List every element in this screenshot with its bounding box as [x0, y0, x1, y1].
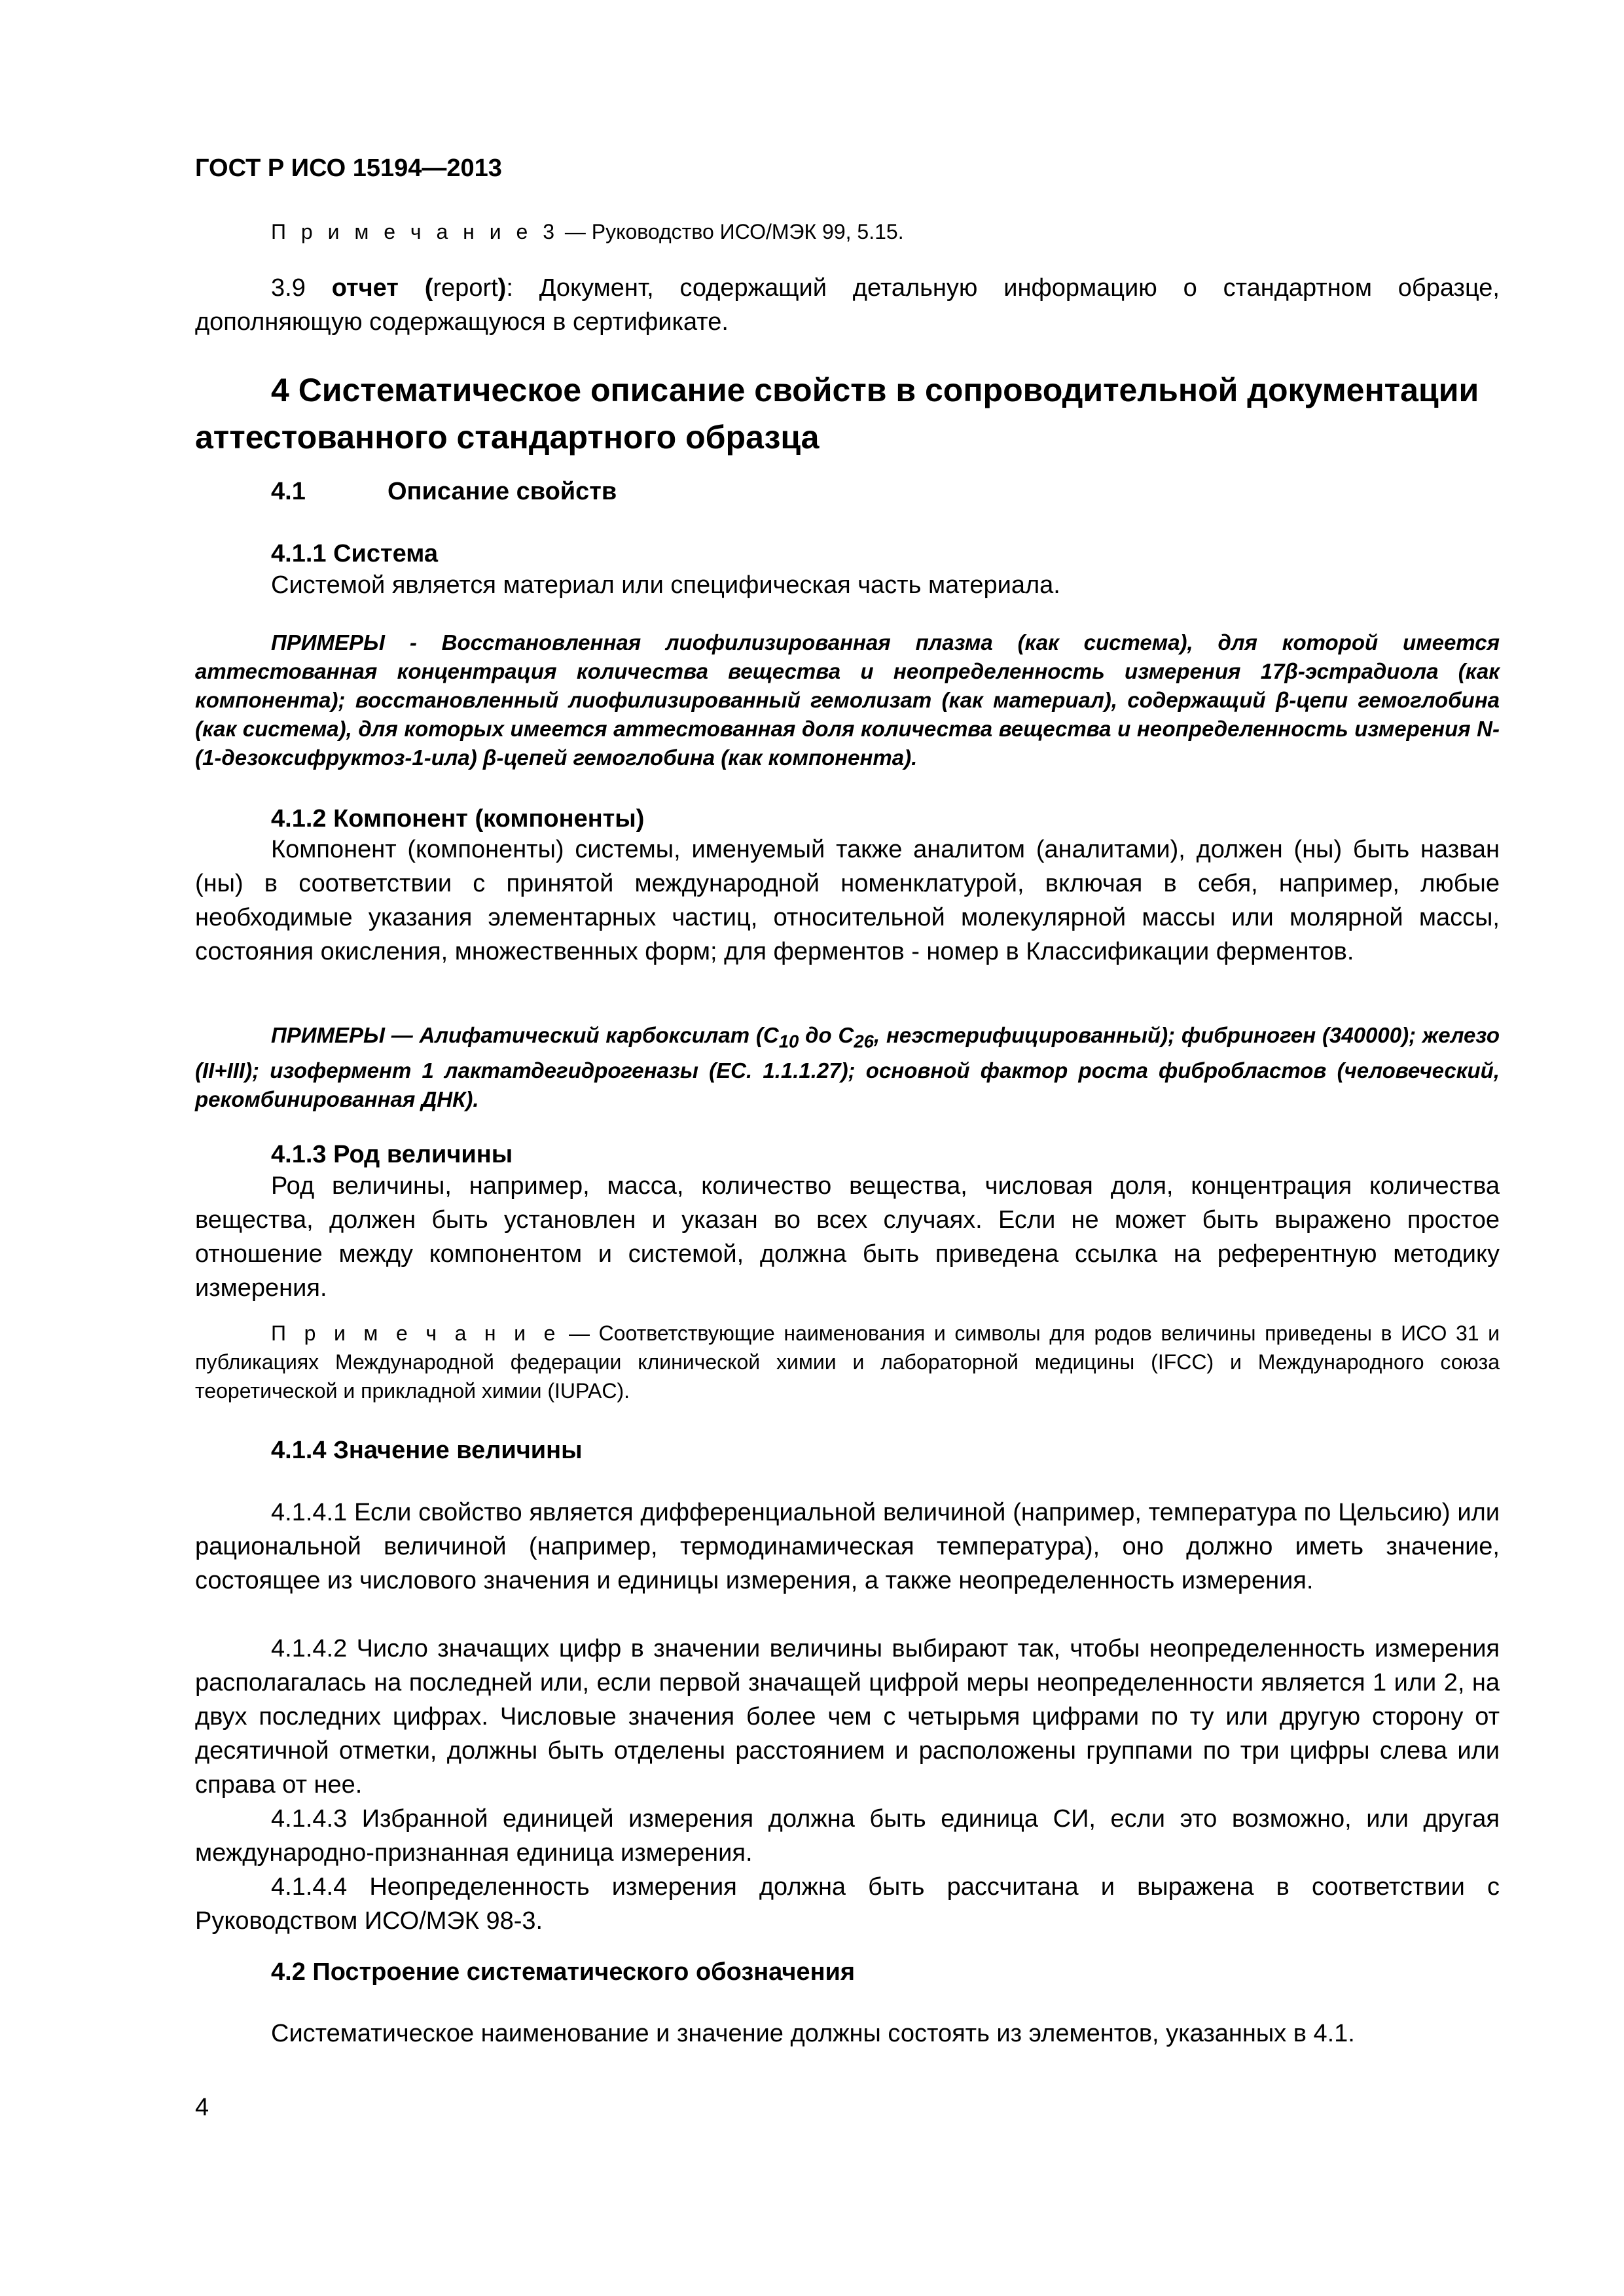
- section-4-1-2-text: Компонент (компоненты) системы, именуемый также аналитом (аналитами), должен (ны) быть назван (ны) в соответствии с принятой международной номенклатурой, включая в себя, например, любые необходимые указания элементарных частиц, относительной молекулярной массы или молярной массы, состояния окисления, множественных форм; для ферментов - номер в Классификации ферментов.: [195, 836, 1500, 965]
- section-4-1-heading: [195, 475, 1576, 509]
- subscript-26: 26: [854, 1031, 874, 1052]
- section-4-1-2-heading: 4.1.2 Компонент (компоненты): [271, 805, 645, 833]
- document-header: ГОСТ Р ИСО 15194—2013: [195, 154, 502, 182]
- section-4-1-1-text: Системой является материал или специфическая часть материала.: [271, 571, 1060, 599]
- section-number: 4.1: [271, 478, 306, 505]
- page-number: 4: [195, 2094, 209, 2121]
- definition-term: отчет: [331, 274, 399, 302]
- note-3: [195, 217, 1500, 246]
- section-4-1-1-heading: 4.1.1 Система: [271, 540, 438, 567]
- definition-number: 3.9: [271, 274, 332, 302]
- section-4-title: 4 Систематическое описание свойств в сопроводительной документации аттестованного стандартного образца: [195, 372, 1479, 456]
- note-text: — Соответствующие наименования и символы для родов величины приведены в ИСО 31 и публикациях Международной федерации клинической химии и лабораторной медицины (IFCC) и Международного союза теоретической и прикладной химии (IUPAC).: [195, 1321, 1500, 1403]
- section-4-1-2-examples: [195, 1021, 1500, 1114]
- definition-3-9: [195, 271, 1500, 339]
- section-title: Описание свойств: [388, 478, 617, 505]
- paragraph-4-1-4-2: 4.1.4.2 Число значащих цифр в значении величины выбирают так, чтобы неопределенность измерения располагалась на последней или, если первой значащей цифрой меры неопределенности является 1 или 2, на двух последних цифрах. Числовые значения более чем с четырьмя цифрами по ту или другую сторону от десятичной отметки, должны быть отделены расстоянием и расположены группами по три цифры слева или справа от нее.: [195, 1635, 1500, 1799]
- example-part-c: , неэстерифицированный); фибриноген (340000); железо (II+III); изофермент 1 лактатдегидрогеназы (EC. 1.1.1.27); основной фактор роста фибробластов (человеческий, рекомбинированная ДНК).: [195, 1023, 1500, 1111]
- definition-text: : Документ, содержащий детальную информацию о стандартном образце, дополняющую содержащуюся в сертификате.: [195, 274, 1500, 336]
- definition-english-term: report: [433, 274, 498, 302]
- section-4-1-3-heading: 4.1.3 Род величины: [271, 1141, 513, 1168]
- section-4-2-heading: 4.2 Построение систематического обозначения: [271, 1958, 856, 1986]
- note-text: — Руководство ИСО/МЭК 99, 5.15.: [558, 220, 904, 243]
- example-part-b: до C: [799, 1023, 854, 1047]
- section-4-1-1-examples: ПРИМЕРЫ - Восстановленная лиофилизированная плазма (как система), для которой имеется аттестованная концентрация количества вещества и неопределенность измерения 17β-эстрадиола (как компонента); восстановленный лиофилизированный гемолизат (как материал), содержащий β-цепи гемоглобина (как система), для которых имеется аттестованная доля количества вещества и неопределенность измерения N-(1-дезоксифруктоз-1-ила) β-цепей гемоглобина (как компонента).: [195, 630, 1500, 770]
- definition-close-paren: ): [497, 274, 507, 302]
- section-4-1-3-note: [195, 1319, 1500, 1405]
- paragraph-4-1-4-3: 4.1.4.3 Избранной единицей измерения должна быть единица СИ, если это возможно, или другая международно-признанная единица измерения.: [195, 1805, 1500, 1867]
- section-4-1-3-text: Род величины, например, масса, количество вещества, числовая доля, концентрация количества вещества, должен быть установлен и указан во всех случаях. Если не может быть выражено простое отношение между компонентом и системой, должна быть приведена ссылка на референтную методику измерения.: [195, 1172, 1500, 1302]
- section-4-2-text: Систематическое наименование и значение должны состоять из элементов, указанных в 4.1.: [271, 2020, 1355, 2047]
- note-label: П р и м е ч а н и е: [271, 1321, 560, 1345]
- note-label: П р и м е ч а н и е 3: [271, 220, 559, 243]
- example-part-a: ПРИМЕРЫ — Алифатический карбоксилат (C: [271, 1023, 779, 1047]
- subscript-10: 10: [778, 1031, 799, 1052]
- paragraph-4-1-4-1: 4.1.4.1 Если свойство является дифференциальной величиной (например, температура по Цельсию) или рациональной величиной (например, термодинамическая температура), оно должно иметь значение, состоящее из числового значения и единицы измерения, а также неопределенность измерения.: [195, 1499, 1500, 1594]
- paragraph-4-1-4-4: 4.1.4.4 Неопределенность измерения должна быть рассчитана и выражена в соответствии с Руководством ИСО/МЭК 98-3.: [195, 1873, 1500, 1935]
- definition-open-paren: (: [398, 274, 433, 302]
- section-4-1-4-heading: 4.1.4 Значение величины: [271, 1437, 583, 1464]
